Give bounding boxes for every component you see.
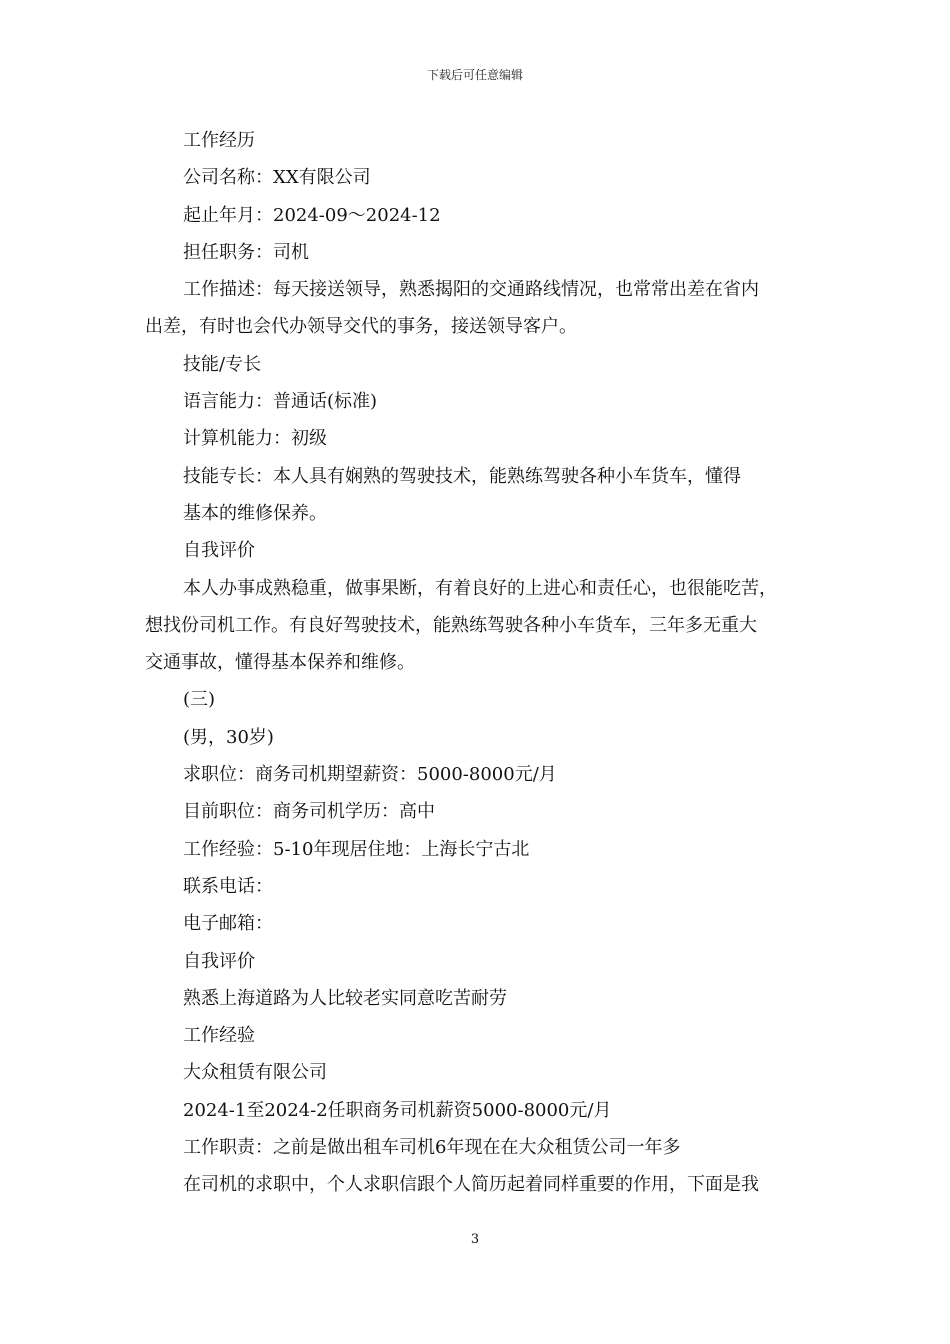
text-line: 工作经验 (183, 1025, 255, 1047)
text-line: 技能专长：本人具有娴熟的驾驶技术，能熟练驾驶各种小车货车，懂得 (183, 465, 741, 487)
text-line: 2024-1至2024-2任职商务司机薪资5000-8000元/月 (183, 1099, 612, 1121)
text-line: 起止年月：2024-09～2024-12 (183, 204, 441, 226)
text-line: 公司名称：XX有限公司 (183, 167, 371, 189)
text-line: (三) (183, 689, 216, 711)
text-line: 在司机的求职中，个人求职信跟个人简历起着同样重要的作用，下面是我 (183, 1174, 759, 1196)
text-line: 自我评价 (183, 540, 255, 562)
text-line: 电子邮箱： (183, 913, 273, 935)
document-body (145, 122, 835, 1204)
text-line: 熟悉上海道路为人比较老实同意吃苦耐劳 (183, 987, 507, 1009)
page-number: 3 (470, 1232, 480, 1247)
text-line: 自我评价 (183, 950, 255, 972)
text-line: 工作经历 (183, 130, 255, 151)
text-line: 工作经验：5-10年现居住地：上海长宁古北 (183, 838, 530, 860)
text-line: 基本的维修保养。 (183, 502, 327, 524)
text-line: 大众租赁有限公司 (183, 1062, 327, 1084)
text-line: 本人办事成熟稳重，做事果断，有着良好的上进心和责任心，也很能吃苦， (183, 577, 777, 599)
text-line: 求职位：商务司机期望薪资：5000-8000元/月 (183, 764, 557, 786)
text-line: 目前职位：商务司机学历：高中 (183, 801, 435, 823)
text-line: 交通事故，懂得基本保养和维修。 (145, 652, 415, 674)
text-line: (男，30岁) (183, 726, 274, 748)
page-header: 下载后可任意编辑 (426, 68, 523, 82)
text-line: 工作描述：每天接送领导，熟悉揭阳的交通路线情况，也常常出差在省内 (183, 279, 759, 301)
text-line: 工作职责：之前是做出租车司机6年现在在大众租赁公司一年多 (183, 1137, 681, 1159)
text-line: 想找份司机工作。有良好驾驶技术，能熟练驾驶各种小车货车，三年多无重大 (145, 614, 757, 636)
text-line: 技能/专长 (183, 353, 262, 375)
text-line: 语言能力：普通话(标准) (183, 391, 378, 413)
text-line: 联系电话： (183, 875, 273, 897)
text-line: 担任职务：司机 (183, 241, 309, 263)
text-line: 计算机能力：初级 (183, 428, 327, 450)
text-line: 出差，有时也会代办领导交代的事务，接送领导客户。 (145, 316, 577, 338)
